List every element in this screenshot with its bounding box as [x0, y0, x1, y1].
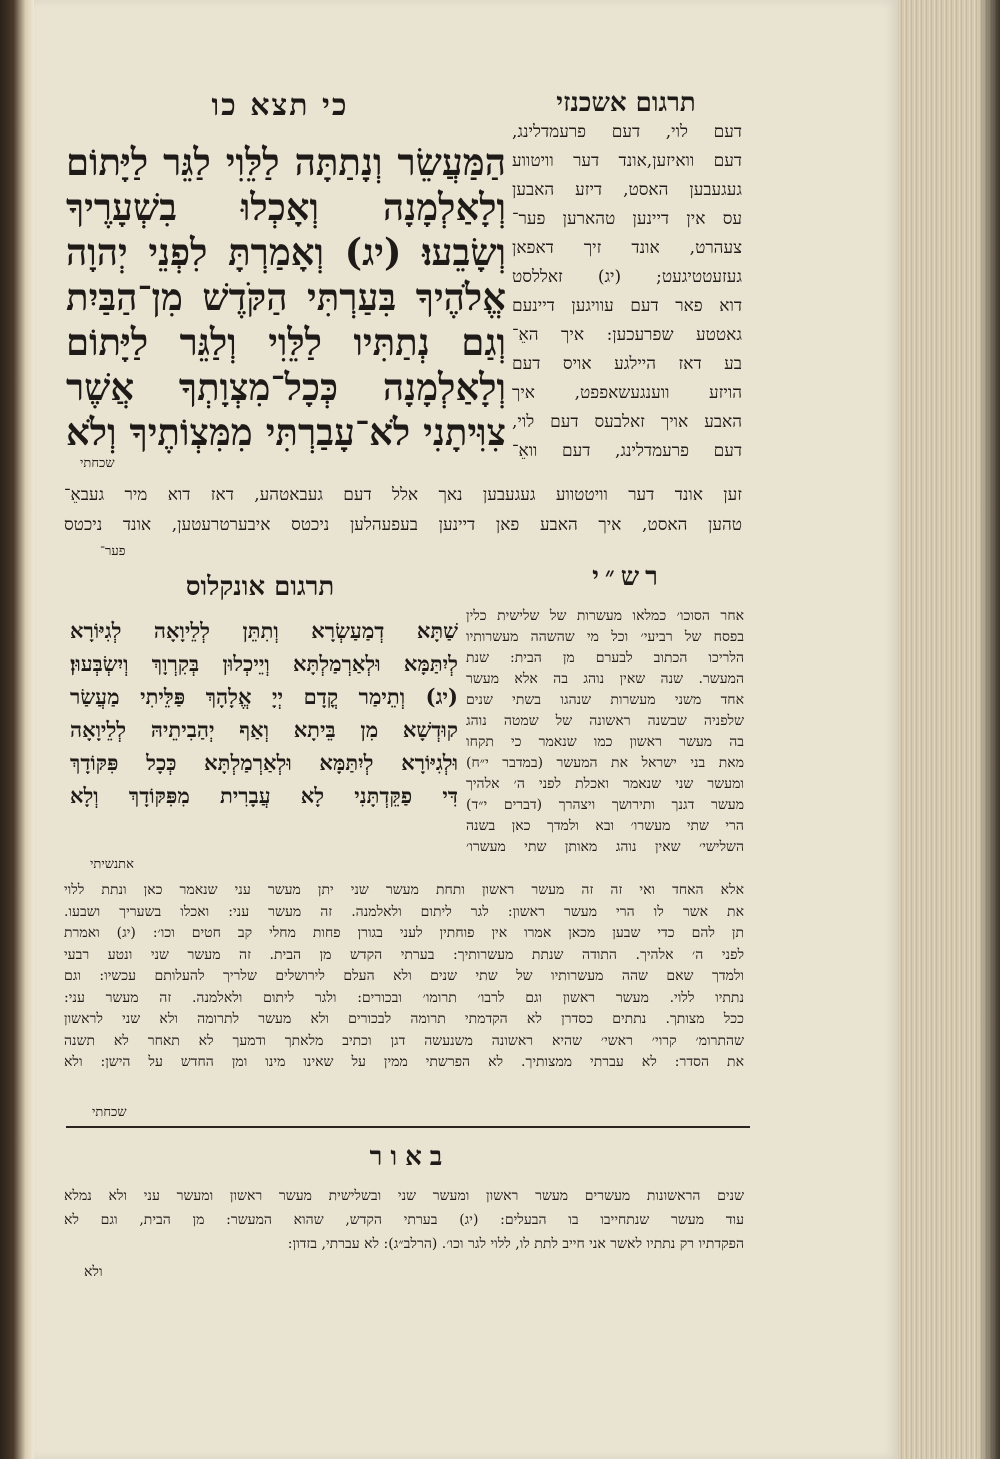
- book-binding-edge: [0, 0, 34, 1459]
- ashkenazi-line: בע דאז היילגע אויס דעם: [512, 354, 742, 374]
- ashkenazi-line: האבע אויך זאלבעס דעם לוי,: [512, 412, 742, 432]
- rashi-line: הרי שתי מעשרו׳ ובא ולמדך כאן בשנה: [466, 818, 744, 834]
- onkelos-catchword: אתנשיתי: [90, 857, 134, 872]
- biur-line: הפקדתיו רק נתתיו לאשר אני חייב לתת לו, ללוי לגר וכו׳. (הרלב״ג): לא עברתי, בזדון:: [287, 1236, 744, 1252]
- onkelos-line: קוּדְשָׁא מִן בֵּיתָא וְאַף יְהַבִיתֵיהּ לְלֵיוָאָה: [70, 717, 458, 742]
- ashkenazi-catchword: פער־: [100, 544, 126, 559]
- verse-text: [66, 140, 506, 455]
- ashkenazi-line: זען אונד דער וויטטווע געגעבען נאך אלל דעם געבאטהע, דאז דוא מיר געבאֵ־: [64, 485, 742, 505]
- ashkenazi-line: דעם לוי, דעם פרעמדלינג,: [512, 122, 742, 142]
- rashi-line: את אשר לו הרי מעשר ראשון: לגר ליתום ולאלמנה. זה מעשר עני: ואכלו בשעריך ושבעו.: [64, 903, 744, 920]
- header-rashi: רש״י: [592, 562, 664, 592]
- rashi-full-width: [64, 880, 744, 1074]
- ashkenazi-line: צעהרט, אונד זיך דאפאן: [512, 238, 742, 258]
- rashi-line: אחר הסוכו׳ כמלאו מעשרות של שלישית כלין: [466, 608, 744, 624]
- ashkenazi-full-width: [64, 480, 742, 540]
- onkelos-line: וּלְגִיּוֹרָא לְיִתַּמָּא וּלְאַרְמַלְתָּא כְּכָל פִּקּוֹדָךְ: [70, 750, 458, 775]
- biur-catchword: ולא: [84, 1264, 103, 1280]
- rashi-line: אלא האחד ואי זה זה מעשר ראשון ותחת מעשר שני יתן מעשר עני שנאמר כאן ונתת ללוי: [64, 882, 744, 898]
- ashkenazi-line: גאטטע שפרעכען: איך האֵ־: [512, 325, 742, 345]
- rashi-catchword: שכחתי: [92, 1105, 127, 1120]
- rashi-line: ומעשר שני שנאמר ואכלת לפני ה׳ אלהיך: [466, 776, 744, 792]
- verse-line: הַמַּעֲשֵׂר וְנָתַתָּה לַלֵּוִי לַגֵּר לַיָּתוֹם: [66, 140, 506, 184]
- rashi-line: תן להם כדי שבען מכאן אמרו אין פוחתין לעני בגורן פחות מחלי קב חטים וכו׳: (יג) ואמרת: [64, 925, 744, 941]
- rashi-line: בה מעשר ראשון כמו שנאמר כי תקחו: [466, 734, 744, 750]
- ashkenazi-column: [512, 118, 742, 466]
- ashkenazi-line: טהען האסט, איך האבע פאן דיינען בעפעהלען ניכטס איבערטרעטען, אונד ניכטס: [64, 515, 742, 535]
- header-onkelos: תרגום אונקלוס: [185, 572, 335, 602]
- rashi-line: את הסדר: לא עברתי ממצותיך. לא הפרשתי ממין על שאינו מינו ומן החדש על הישן: ולא: [64, 1054, 744, 1070]
- ashkenazi-line: עס אין דיינען טהארען פער־: [512, 209, 742, 229]
- verse-line: וְגַם נְתַתִּיו לַלֵּוִי וְלַגֵּר לַיָּתוֹם: [66, 320, 506, 364]
- rashi-line: מאת בני ישראל את המעשר (במדבר י״ח): [466, 755, 744, 771]
- rashi-line: מעשר דגנך ותירושך ויצהרך (דברים י״ד): [466, 797, 744, 813]
- ashkenazi-line: דעם וואיזען,אונד דער וויטווע: [512, 151, 742, 171]
- biur-line: עוד מעשר שנתחייבו בו הבעלים: (יג) בערתי הקדש, שהוא המעשר: מן הבית, וגם לא: [64, 1212, 744, 1228]
- header-parasha: כי תצא כו: [211, 88, 349, 123]
- verse-line: וְלָאַלְמָנָה כְּכָל־מִצְוָתְךָ אֲשֶׁר: [66, 365, 506, 409]
- rashi-line: שלפניה שבשנה ראשונה של שמטה נוהג: [466, 713, 744, 729]
- ashkenazi-line: דוא פאר דעם עוויגען דיינעם: [512, 296, 742, 316]
- ashkenazi-line: געזעטטיגעט; (יג) זאללסט: [512, 267, 742, 287]
- rashi-column: [466, 606, 744, 858]
- onkelos-line: שַׁתָּא דְמַעַשְׂרָא וְתִתֵּן לְלֵיוָאָה לְגִיּוֹרָא: [70, 618, 458, 643]
- verse-line: וְלָאַלְמָנָה וְאָכְלוּ בִשְׁעָרֶיךָ: [66, 185, 506, 229]
- verse-catchword: שכחתי: [80, 456, 115, 471]
- verse-line: צִוִּיתָנִי לֹא־עָבַרְתִּי מִמִּצְוֹתֶיךָ וְלֹא: [66, 410, 506, 454]
- verse-line: וְשָׂבֵעוּ׃ (יג) וְאָמַרְתָּ לִפְנֵי יְהוָה: [66, 230, 506, 274]
- verse-line: אֱלֹהֶיךָ בִּעַרְתִּי הַקֹּדֶשׁ מִן־הַבַּיִת: [66, 275, 506, 319]
- biur-line: שנים הראשונות מעשרים מעשר ראשון ומעשר שני ובשלישית מעשר ראשון ומעשר עני ולא נמלא: [64, 1188, 744, 1204]
- onkelos-column: [70, 614, 458, 812]
- section-divider: [66, 1126, 750, 1128]
- rashi-line: ככל מצותך. נתתים כסדרן לא הקדמתי תרומה לבכורים ולא מעשר לתרומה ולא שני לראשון: [64, 1011, 744, 1027]
- rashi-line: ולמדך שאם שהה מעשרותיו של שתי שנים ולא העלם לירושלים שלריך להעלותם עכשיו: וגם: [64, 968, 744, 984]
- rashi-line: בפסח של רביעי׳ וכל מי שהשהה מעשרותיו: [466, 629, 744, 645]
- ashkenazi-line: געגעבען האסט, דיזע האבען: [512, 180, 742, 200]
- page-fore-edge: [898, 0, 1000, 1459]
- rashi-line: שהתרומ׳ קרוי׳ ראשי׳ שהיא ראשונה משנעשה דגן וכתיב מלאתך ודמעך לא תאחר לא תשנה: [64, 1032, 744, 1049]
- rashi-line: נתתיו ללוי. מעשר ראשון וגם לרבו׳ תרומו׳ ובכורים: ולגר ליתום ולאלמנה. זה מעשר עני:: [64, 989, 744, 1006]
- rashi-line: לפני ה׳ אלהיך. התודה שנתת מעשרותיך: בערתי הקדש מן הבית. זה מעשר שני ונטע רבעי: [64, 946, 744, 963]
- onkelos-line: (יג) וְתֵימַר קֳדָם יְיָ אֱלָהָךְ פַּלֵּיתִי מַעֲשַׂר: [70, 684, 458, 709]
- biur-text: [64, 1184, 744, 1256]
- ashkenazi-line: דעם פרעמדלינג, דעם וואֵ־: [512, 441, 742, 461]
- onkelos-line: דִּי פַקֵּדְתָּנִי לָא עֲבָרִית מִפִּקּוֹדָךְ וְלָא: [70, 783, 458, 808]
- rashi-line: השלישי׳ שאין נוהג מאותן שתי מעשרו׳: [466, 839, 744, 855]
- header-targum-ashkenazi: תרגום אשכנזי: [556, 88, 696, 118]
- header-biur: באור: [369, 1142, 451, 1172]
- rashi-line: הלריכו הכתוב לבערם מן הבית: שנת: [466, 650, 744, 666]
- ashkenazi-line: הויזע ווענגעשאפפט, איך: [512, 383, 742, 403]
- rashi-line: אחד משני מעשרות שנהגו בשתי שנים: [466, 692, 744, 708]
- onkelos-line: לְיִתַּמָּא וּלְאַרְמַלְתָּא וְיֵיכְלוּן בְּקִרְוָךְ וְיִשְׂבְּעוּן׃: [70, 651, 458, 676]
- rashi-line: המעשר. שנה שאין נוהג בה אלא מעשר: [466, 671, 744, 687]
